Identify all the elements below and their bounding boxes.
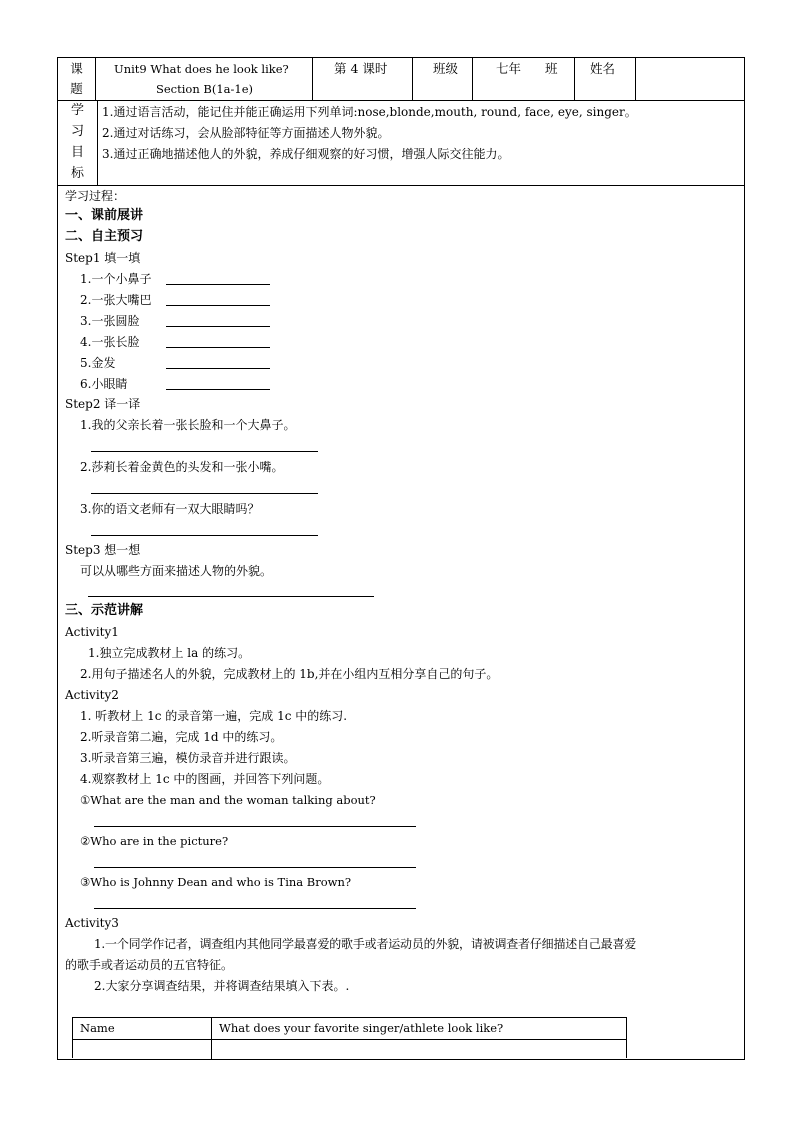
answer-blank[interactable] [166, 326, 270, 327]
class-label: 班级 [433, 61, 459, 76]
vocab-prompt: 6.小眼睛 [80, 377, 128, 391]
answer-blank[interactable] [91, 493, 318, 494]
goal-item: 3.通过正确地描述他人的外貌，养成仔细观察的好习惯，增强人际交往能力。 [102, 147, 510, 161]
activity-item: 3.听录音第三遍，模仿录音并进行跟读。 [80, 751, 296, 765]
header-row [58, 58, 744, 101]
vocab-prompt: 5.金发 [80, 356, 116, 370]
step-title: Step3 想一想 [65, 543, 141, 557]
activity-title: Activity2 [65, 688, 119, 702]
answer-blank[interactable] [166, 284, 270, 285]
section-range: Section B(1a-1e) [156, 82, 254, 96]
subject-label: 课题 [58, 58, 96, 100]
vocab-prompt: 1.一个小鼻子 [80, 272, 152, 286]
worksheet-page [57, 57, 745, 1060]
table-cell-name[interactable] [73, 1040, 210, 1059]
activity-item: 2.大家分享调查结果，并将调查结果填入下表。. [94, 979, 350, 993]
think-prompt: 可以从哪些方面来描述人物的外貌。 [80, 564, 273, 578]
translate-prompt: 3.你的语文老师有一双大眼睛吗？ [80, 502, 260, 516]
answer-blank[interactable] [166, 347, 270, 348]
answer-blank[interactable] [166, 368, 270, 369]
activity-item: 1.独立完成教材上 la 的练习。 [88, 646, 251, 660]
question-prompt: ①What are the man and the woman talking about? [80, 793, 376, 807]
step-title: Step1 填一填 [65, 251, 141, 265]
activity-title: Activity3 [65, 916, 119, 930]
goal-item: 1.通过语言活动，能记住并能正确运用下列单词:nose,blonde,mouth, round, face, eye, singer。 [102, 105, 637, 119]
question-prompt: ②Who are in the picture? [80, 834, 229, 848]
answer-blank[interactable] [88, 596, 374, 597]
section-heading: 一、课前展讲 [65, 208, 144, 223]
vocab-prompt: 3.一张圆脸 [80, 314, 140, 328]
answer-blank[interactable] [166, 305, 270, 306]
vocab-prompt: 4.一张长脸 [80, 335, 140, 349]
period: 第 4 课时 [334, 61, 388, 76]
unit-title-cell [96, 58, 313, 100]
answer-blank[interactable] [94, 826, 416, 827]
translate-prompt: 1.我的父亲长着一张长脸和一个大鼻子。 [80, 418, 296, 432]
section-heading: 三、示范讲解 [65, 603, 144, 618]
activity-item: 的歌手或者运动员的五官特征。 [65, 958, 234, 972]
unit-title: Unit9 What does he look like? [114, 62, 289, 76]
process-label: 学习过程： [65, 189, 126, 203]
activity-item: 2.用句子描述名人的外貌，完成教材上的 1b,并在小组内互相分享自己的句子。 [80, 667, 499, 681]
period-cell [313, 58, 413, 100]
section-heading: 二、自主预习 [65, 229, 144, 244]
table-header-name: Name [80, 1021, 115, 1035]
activity-title: Activity1 [65, 625, 119, 639]
grade: 七年 [496, 61, 522, 76]
answer-blank[interactable] [94, 908, 416, 909]
table-cell-description[interactable] [212, 1040, 626, 1059]
vocab-prompt: 2.一张大嘴巴 [80, 293, 152, 307]
answer-blank[interactable] [91, 535, 318, 536]
goals-label: 学 习 目 标 [58, 100, 98, 185]
activity-item: 1. 听教材上 1c 的录音第一遍，完成 1c 中的练习. [80, 709, 348, 723]
activity-item: 1.一个同学作记者，调查组内其他同学最喜爱的歌手或者运动员的外貌，请被调查者仔细描述自己最喜爱 [94, 937, 637, 951]
learning-goals-row [58, 100, 744, 186]
class-suffix: 班 [545, 61, 558, 76]
goal-item: 2.通过对话练习，会从脸部特征等方面描述人物外貌。 [102, 126, 390, 140]
answer-blank[interactable] [94, 867, 416, 868]
survey-table [72, 1017, 627, 1058]
name-input[interactable] [636, 58, 744, 100]
answer-blank[interactable] [166, 389, 270, 390]
translate-prompt: 2.莎莉长着金黄色的头发和一张小嘴。 [80, 460, 284, 474]
question-prompt: ③Who is Johnny Dean and who is Tina Brown? [80, 875, 352, 889]
name-label-cell [575, 58, 636, 100]
step-title: Step2 译一译 [65, 397, 141, 411]
activity-item: 4.观察教材上 1c 中的图画，并回答下列问题。 [80, 772, 330, 786]
grade-cell [473, 58, 575, 100]
class-label-cell [413, 58, 473, 100]
name-label: 姓名 [590, 61, 616, 76]
table-header-description: What does your favorite singer/athlete look like? [219, 1021, 504, 1035]
answer-blank[interactable] [91, 451, 318, 452]
activity-item: 2.听录音第二遍，完成 1d 中的练习。 [80, 730, 283, 744]
